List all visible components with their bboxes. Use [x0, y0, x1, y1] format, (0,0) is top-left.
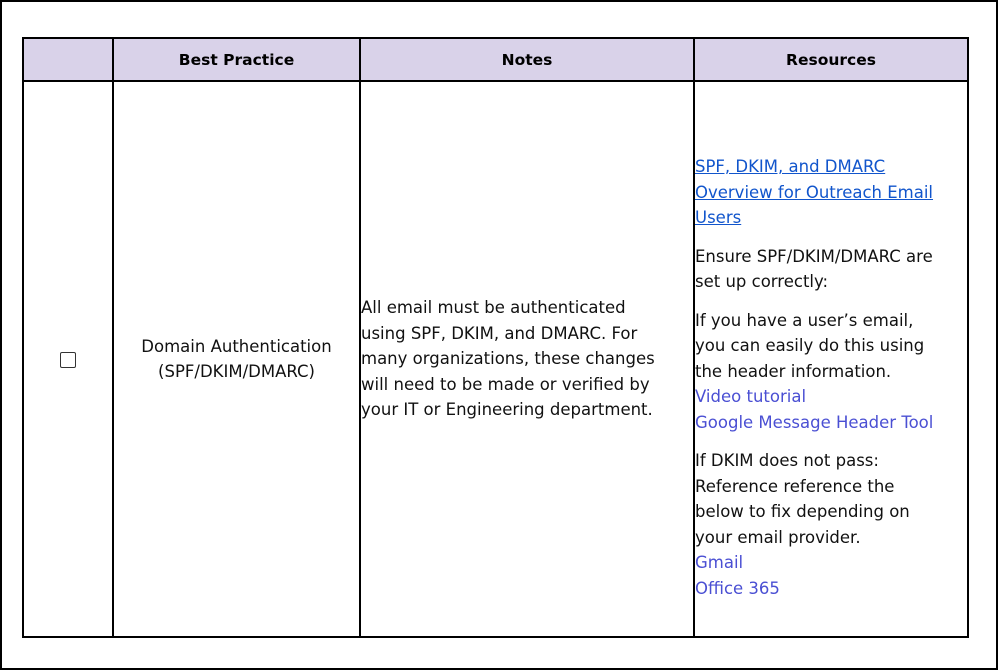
ensure-line: Ensure SPF/DKIM/DMARC are [695, 246, 933, 266]
header-notes: Notes [360, 38, 694, 81]
practice-name: Domain Authentication [141, 336, 332, 356]
overview-link-line[interactable]: Users [695, 208, 742, 227]
dkim-line: If DKIM does not pass: [695, 451, 879, 470]
best-practice-table [22, 37, 969, 638]
notes-line: will need to be made or verified by [361, 374, 650, 394]
office365-link[interactable]: Office 365 [695, 578, 780, 598]
gmail-link[interactable]: Gmail [695, 553, 744, 572]
notes-line: many organizations, these changes [361, 349, 655, 369]
completion-checkbox[interactable] [60, 352, 76, 368]
header-info-line: If you have a user’s email, [695, 310, 914, 330]
overview-link[interactable] [695, 154, 967, 231]
resources-cell [694, 81, 968, 637]
best-practice-cell [113, 81, 360, 637]
dkim-line: below to fix depending on [695, 502, 910, 521]
dkim-line: Reference reference the [695, 476, 895, 496]
dkim-block [695, 448, 967, 601]
header-info-line: you can easily do this using [695, 336, 925, 355]
table-header-row [23, 38, 968, 81]
overview-link-line[interactable]: SPF, DKIM, and DMARC [695, 157, 886, 176]
video-tutorial-link[interactable]: Video tutorial [695, 387, 807, 406]
ensure-text-block [695, 244, 967, 295]
practice-protocols: (SPF/DKIM/DMARC) [158, 362, 315, 381]
notes-line: All email must be authenticated [361, 298, 626, 318]
header-best-practice: Best Practice [113, 38, 360, 81]
dkim-line: your email provider. [695, 527, 861, 547]
notes-cell [360, 81, 694, 637]
table-row [23, 81, 968, 637]
header-info-line: the header information. [695, 361, 892, 381]
header-checkbox [23, 38, 113, 81]
notes-line: using SPF, DKIM, and DMARC. For [361, 323, 638, 343]
ensure-line: set up correctly: [695, 272, 829, 291]
header-resources: Resources [694, 38, 968, 81]
overview-link-block [695, 154, 967, 231]
checkbox-cell [23, 81, 113, 637]
overview-link-line[interactable]: Overview for Outreach Email [695, 182, 934, 202]
notes-line: your IT or Engineering department. [361, 400, 653, 420]
header-info-block [695, 308, 967, 436]
google-header-tool-link[interactable]: Google Message Header Tool [695, 412, 934, 432]
